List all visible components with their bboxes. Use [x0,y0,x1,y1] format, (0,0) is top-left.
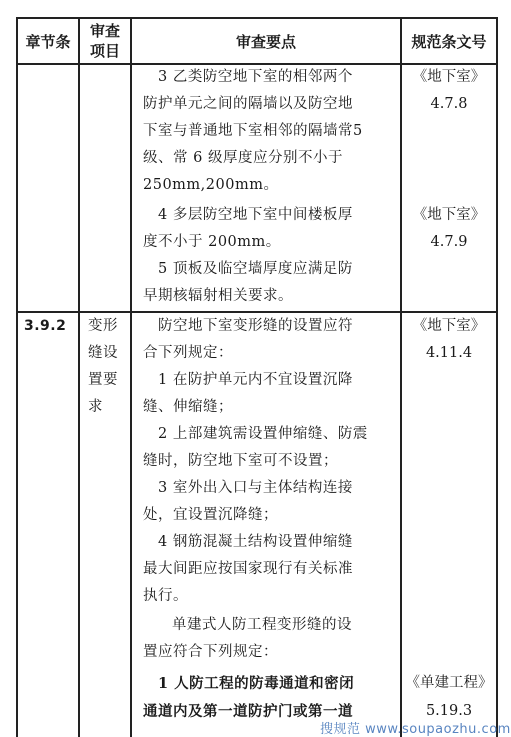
row1-line: 3 乙类防空地下室的相邻两个 [158,69,353,85]
row2-item-line: 缝设 [88,345,118,361]
row2-line: 1 在防护单元内不宜设置沉降 [158,372,353,388]
row1-line: 250mm,200mm。 [143,177,279,193]
row2-line: 处，宜设置沉降缝； [143,507,278,523]
row2-ref2-num: 5.19.3 [425,703,473,719]
row1-line: 早期核辐射相关要求。 [143,288,293,304]
col-divider-1 [78,17,80,737]
row2-ref1-num: 4.11.4 [425,345,473,361]
row1-line: 4 多层防空地下室中间楼板厚 [158,207,353,223]
row2-line: 防空地下室变形缝的设置应符 [158,318,353,334]
row2-ref1-name: 《地下室》 [412,318,486,334]
row1-ref2-num: 4.7.9 [430,234,468,250]
header-review-points: 审查要点 [235,33,296,51]
row2-section-number: 3.9.2 [24,318,67,334]
watermark-text: 搜规范 www.soupaozhu.com [320,722,511,737]
header-item-line1: 审查 [89,22,120,40]
row2-item-line: 置要 [88,372,118,388]
row1-ref1-num: 4.7.8 [430,96,468,112]
row2-line: 3 室外出入口与主体结构连接 [158,480,353,496]
col-divider-2 [130,17,132,737]
row1-ref1-name: 《地下室》 [412,69,486,85]
row2-line: 合下列规定： [143,345,233,361]
row1-line: 级、常 6 级厚度应分别不小于 [143,150,343,166]
header-section: 章节条 [25,33,71,51]
row2-line: 缝、伸缩缝； [143,399,233,415]
row2-line: 单建式人防工程变形缝的设 [172,617,352,633]
table-right-border [496,17,498,737]
row2-ref2-name: 《单建工程》 [405,675,493,691]
row2-item-line: 变形 [88,318,118,334]
row1-line: 5 顶板及临空墙厚度应满足防 [158,261,353,277]
header-item-line2: 项目 [89,42,120,60]
row2-line: 置应符合下列规定： [143,644,278,660]
row2-line: 缝时，防空地下室可不设置； [143,453,338,469]
row2-line: 最大间距应按国家现行有关标准 [143,561,353,577]
row2-line: 执行。 [143,588,188,604]
row2-line: 1 人防工程的防毒通道和密闭 [158,675,355,692]
row1-ref2-name: 《地下室》 [412,207,486,223]
row2-line: 4 钢筋混凝土结构设置伸缩缝 [158,534,353,550]
table-top-border [16,17,497,19]
row2-line: 通道内及第一道防护门或第一道 [143,703,353,720]
row1-line: 下室与普通地下室相邻的隔墙常5 [143,123,363,139]
header-bottom-border [16,63,497,65]
row2-item-line: 求 [88,399,103,415]
table-left-border [16,17,18,737]
row-divider [16,311,497,313]
col-divider-3 [400,17,402,737]
row2-line: 2 上部建筑需设置伸缩缝、防震 [158,426,368,442]
row1-line: 度不小于 200mm。 [143,234,281,250]
header-clause-number: 规范条文号 [411,33,487,51]
row1-line: 防护单元之间的隔墙以及防空地 [143,96,353,112]
